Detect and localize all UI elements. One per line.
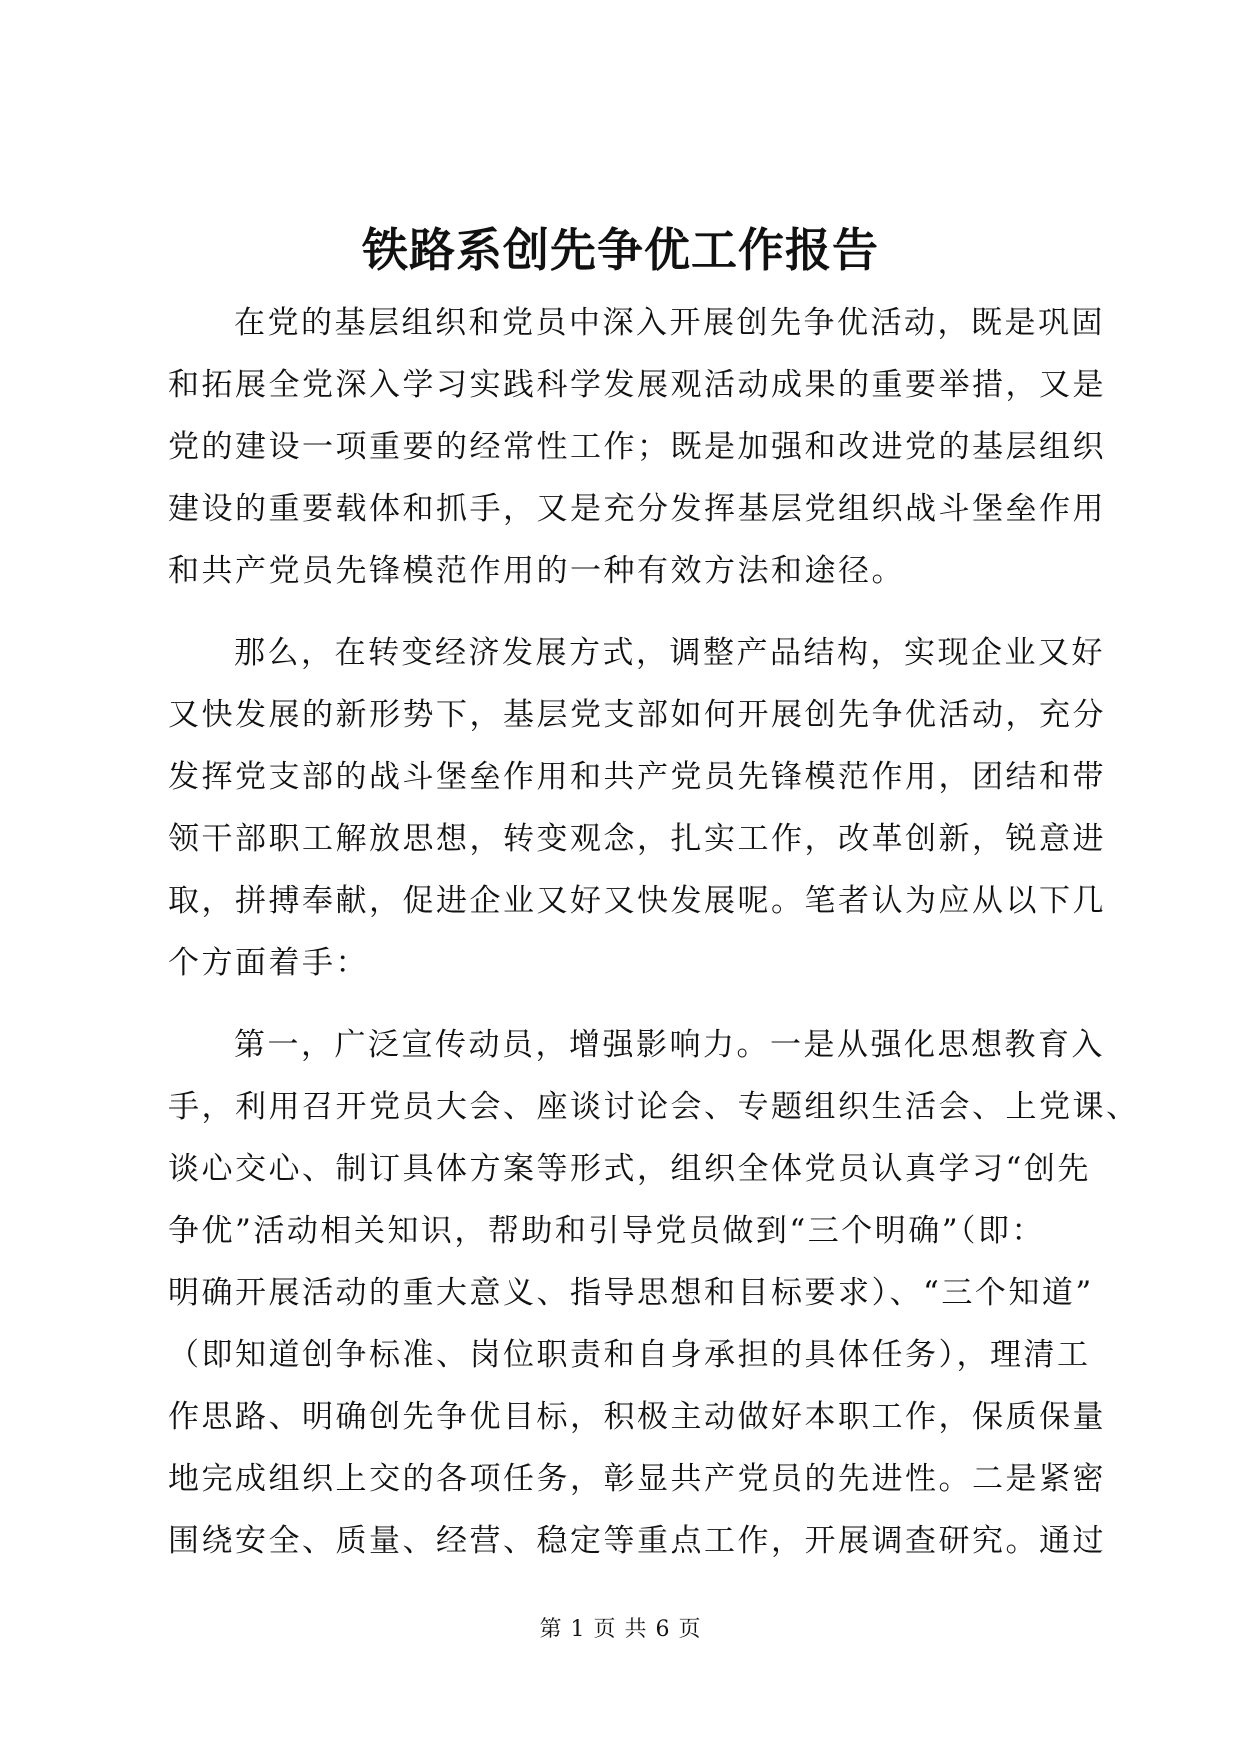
text-line: 围绕安全、质量、经营、稳定等重点工作，开展调查研究。通过 [168, 1523, 1106, 1559]
text-line: 发挥党支部的战斗堡垒作用和共产党员先锋模范作用，团结和带 [168, 759, 1106, 795]
text-line: 领干部职工解放思想，转变观念，扎实工作，改革创新，锐意进 [168, 821, 1106, 857]
text-line: 建设的重要载体和抓手，又是充分发挥基层党组织战斗堡垒作用 [168, 491, 1106, 527]
text-line: 又快发展的新形势下，基层党支部如何开展创先争优活动，充分 [168, 697, 1106, 733]
page-number-footer: 第 1 页 共 6 页 [539, 1617, 702, 1642]
paragraph-2 [168, 622, 1106, 994]
paragraph-3 [168, 1014, 1140, 1572]
text-line: 和拓展全党深入学习实践科学发展观活动成果的重要举措，又是 [168, 367, 1106, 403]
paragraph-1 [168, 292, 1106, 602]
text-line: 在党的基层组织和党员中深入开展创先争优活动，既是巩固 [234, 305, 1105, 341]
text-line: 取，拼搏奉献，促进企业又好又快发展呢。笔者认为应从以下几 [168, 883, 1106, 919]
text-line: 党的建设一项重要的经常性工作；既是加强和改进党的基层组织 [168, 429, 1106, 465]
text-line: 明确开展活动的重大意义、指导思想和目标要求）、“三个知道” [168, 1275, 1094, 1311]
text-line: 那么，在转变经济发展方式，调整产品结构，实现企业又好 [234, 635, 1105, 671]
text-line: 地完成组织上交的各项任务，彰显共产党员的先进性。二是紧密 [168, 1461, 1106, 1497]
text-line: 第一，广泛宣传动员，增强影响力。一是从强化思想教育入 [234, 1027, 1105, 1063]
text-line: 作思路、明确创先争优目标，积极主动做好本职工作，保质保量 [168, 1399, 1106, 1435]
text-line: 个方面着手： [168, 945, 369, 981]
text-line: 争优”活动相关知识，帮助和引导党员做到“三个明确”（即： [168, 1213, 1046, 1249]
text-line: 谈心交心、制订具体方案等形式，组织全体党员认真学习“创先 [168, 1151, 1091, 1187]
document-title: 铁路系创先争优工作报告 [362, 223, 879, 277]
text-line: 和共产党员先锋模范作用的一种有效方法和途径。 [168, 553, 905, 589]
text-line: （即知道创争标准、岗位职责和自身承担的具体任务），理清工 [168, 1337, 1091, 1373]
document-body [168, 292, 1140, 1572]
paragraph-spacer [168, 602, 1098, 622]
paragraph-spacer [168, 994, 1098, 1014]
text-line: 手，利用召开党员大会、座谈讨论会、专题组织生活会、上党课、 [168, 1089, 1140, 1125]
